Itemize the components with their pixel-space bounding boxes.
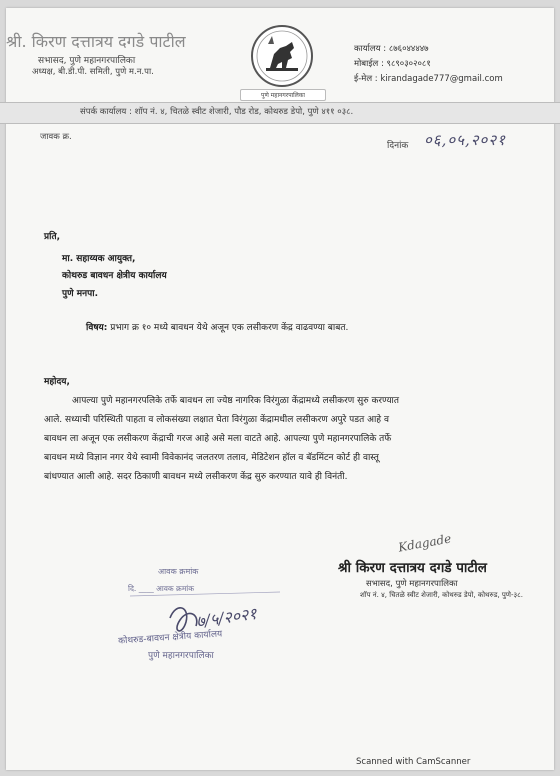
signatory-name: श्री किरण दत्तात्रय दगडे पाटील (338, 560, 487, 576)
office-address: संपर्क कार्यालय : शॉप नं. ४, चितळे स्वीट शेजारी, पौड रोड, कोथरुड डेपो, पुणे ४११ ०३८. (80, 107, 354, 117)
stamp-city: पुणे महानगरपालिका (148, 651, 214, 661)
body-line-4: बावधन मध्ये विज्ञान नगर येथे स्वामी विवेकानंद जलतरण तलाव, मेडिटेशन हॉल व बॅडमिंटन कोर्ट ही वास्तू (44, 453, 379, 463)
subject-label: विषय: (86, 323, 108, 333)
contact-email: ई-मेल : kirandagade777@gmail.com (354, 74, 503, 84)
subject-text: प्रभाग क्र १० मध्ये बावधन येथे अजून एक लसीकरण केंद्र वाढवण्या बाबत. (110, 323, 349, 333)
recipient-line-3: पुणे मनपा. (62, 289, 98, 299)
signatory-designation: सभासद, पुणे महानगरपालिका (366, 579, 458, 589)
recipient-to: प्रति, (44, 232, 61, 242)
letterhead-designation: सभासद, पुणे महानगरपालिका (38, 56, 136, 66)
logo-caption: पुणे महानगरपालिका (240, 89, 326, 101)
stamp-date: ७/५/२०२१ (195, 603, 258, 632)
scanner-watermark: Scanned with CamScanner (356, 757, 471, 767)
salutation: महोदय, (44, 377, 70, 387)
letterhead-committee: अध्यक्ष, बी.डी.पी. समिती, पुणे म.न.पा. (32, 67, 154, 77)
body-line-3: बावधन ला अजून एक लसीकरण केंद्राची गरज आहे असे मला वाटते आहे. आपल्या पुणे महानगरपालिके तर्फे (44, 434, 392, 444)
stamp-office: कोथरुड-बावधन क्षेत्रीय कार्यालय (117, 629, 223, 647)
contact-mobile: मोबाईल : ९८९०३०२०८१ (354, 59, 431, 69)
stamp-line-2: दि. ____ आवक क्रमांक (128, 584, 195, 593)
letterhead-name: श्री. किरण दत्तात्रय दगडे पाटील (6, 32, 186, 51)
subject-line (86, 320, 348, 333)
signatory-address: शॉप नं. ४, चितळे स्वीट शेजारी, कोथरुड डेपो, कोथरुड, पुणे-३८. (360, 591, 523, 599)
body-line-1: आपल्या पुणे महानगरपलिके तर्फे बावधन ला ज्येष्ठ नागरिक विरंगुळा केंद्रामध्ये लसीकरण सुरु करण्यात (72, 396, 400, 406)
date-value: ०६,०५,२०२१ (424, 131, 506, 149)
contact-office: कार्यालय : ८७६०४४४४७ (354, 44, 429, 54)
recipient-line-1: मा. सहाय्यक आयुक्त, (62, 254, 136, 264)
handwritten-signature: Kdagade (397, 531, 453, 555)
date-label: दिनांक (387, 141, 409, 151)
pmc-logo-icon (250, 24, 314, 88)
body-line-2: आले. सध्याची परिस्थिती पाहता व लोकसंख्या लक्षात घेता विरंगुळा केंद्रामधील लसीकरण अपुरे पडत आहे व (44, 415, 389, 425)
body-line-5: बांधण्यात आली आहे. सदर ठिकाणी बावधन मध्ये लसीकरण केंद्र सुरु करण्यात यावे ही विनंती. (44, 472, 348, 482)
outward-number-label: जावक क्र. (40, 132, 72, 142)
stamp-line-1: आवक क्रमांक (158, 567, 199, 576)
recipient-line-2: कोथरुड बावधन क्षेत्रीय कार्यालय (62, 271, 167, 281)
